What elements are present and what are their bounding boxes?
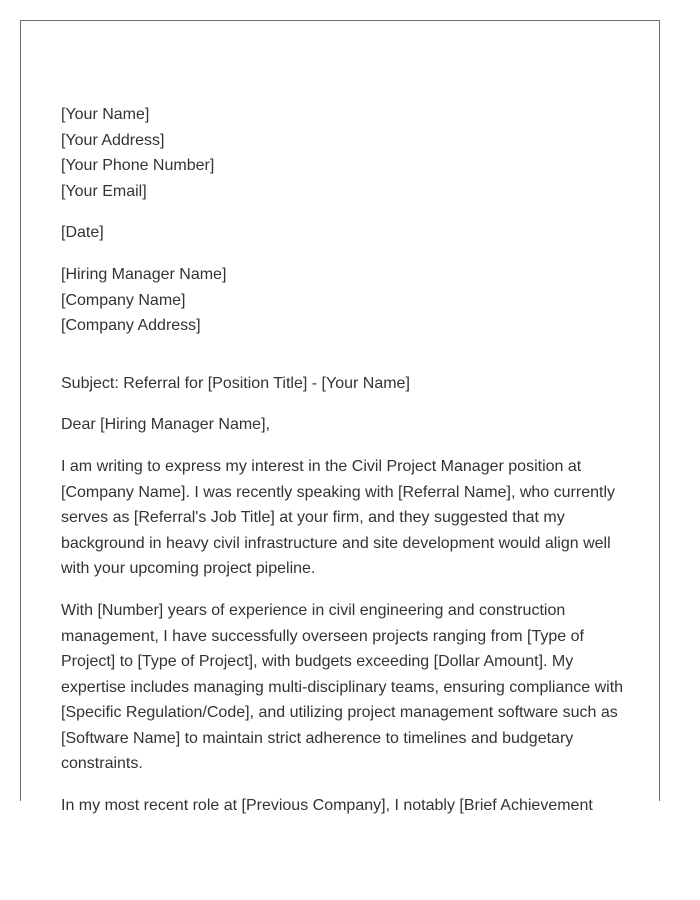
sender-email: [Your Email] bbox=[61, 182, 147, 200]
date-block bbox=[61, 220, 626, 246]
recipient-block bbox=[61, 262, 626, 339]
letter-page bbox=[20, 20, 660, 815]
recipient-address: [Company Address] bbox=[61, 317, 201, 335]
recipient-company: [Company Name] bbox=[61, 291, 186, 309]
sender-phone: [Your Phone Number] bbox=[61, 157, 215, 175]
salutation: Dear [Hiring Manager Name], bbox=[61, 416, 270, 434]
sender-address: [Your Address] bbox=[61, 131, 165, 149]
sender-name: [Your Name] bbox=[61, 106, 150, 123]
body-paragraph-2: With [Number] years of experience in civil engineering and construction management, I have successfully overseen projects ranging from [Type of Project] to [Type of Project], with budgets exceeding [Dollar Amount]. My expertise includes managing multi-disciplinary teams, ensuring compliance with [Specific Regulation/Code], and utilizing project management software such as [Software Name] to maintain strict adherence to timelines and budgetary constraints. bbox=[61, 601, 624, 773]
letter-content bbox=[61, 102, 626, 835]
subject-line: Subject: Referral for [Position Title] - [Your Name] bbox=[61, 374, 410, 392]
recipient-manager: [Hiring Manager Name] bbox=[61, 265, 227, 283]
body-paragraph-1: I am writing to express my interest in the Civil Project Manager position at [Company Name]. I was recently speaking with [Referral Name], who currently serves as [Referral's Job Title] at your firm, and they suggested that my background in heavy civil infrastructure and site development would align well with your upcoming project pipeline. bbox=[61, 457, 615, 578]
body-paragraph-3: In my most recent role at [Previous Company], I notably [Brief Achievement bbox=[61, 797, 593, 815]
letter-date: [Date] bbox=[61, 224, 104, 242]
sender-block bbox=[61, 102, 626, 204]
